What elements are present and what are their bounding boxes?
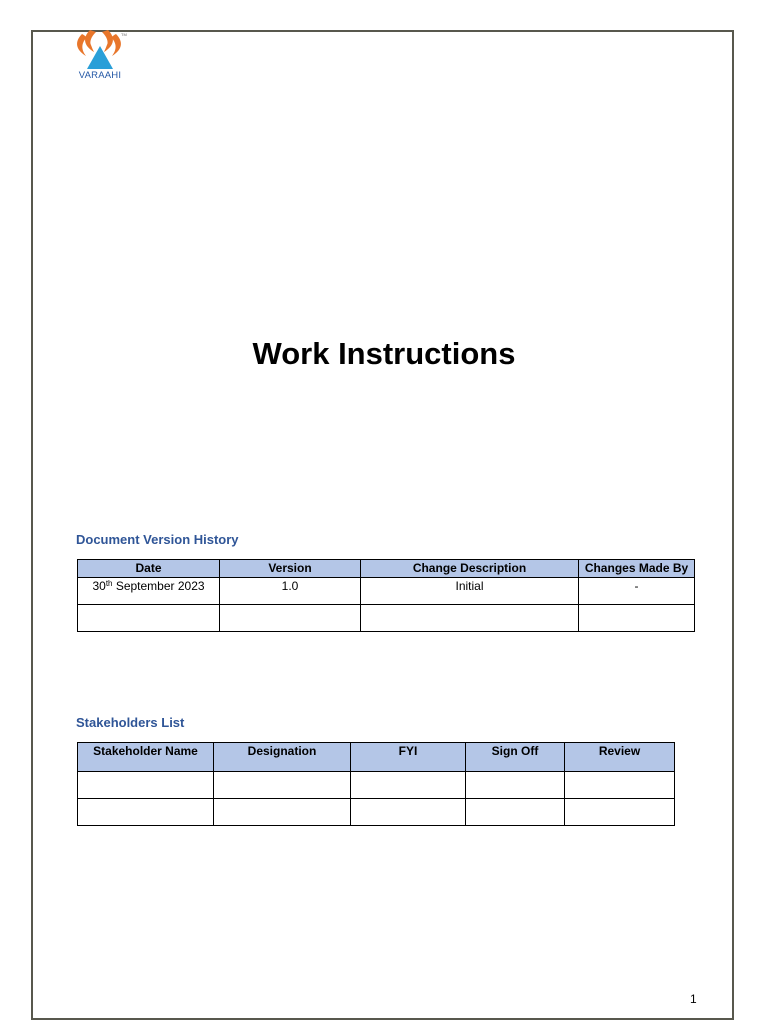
changes-made-by-cell: -: [579, 578, 695, 605]
table-row: [78, 799, 675, 826]
stakeholders-heading: Stakeholders List: [76, 715, 185, 730]
page-border: [31, 30, 734, 1020]
fyi-cell: [351, 799, 466, 826]
changes-made-by-cell: [579, 605, 695, 632]
column-header-stakeholder-name: Stakeholder Name: [78, 743, 214, 772]
version-cell: [220, 605, 361, 632]
fyi-cell: [351, 772, 466, 799]
logo-mark-icon: [68, 28, 132, 72]
stakeholders-table: [77, 742, 675, 826]
stakeholder-name-cell: [78, 799, 214, 826]
stakeholder-name-cell: [78, 772, 214, 799]
change-description-cell: Initial: [361, 578, 579, 605]
review-cell: [565, 772, 675, 799]
column-header-sign-off: Sign Off: [466, 743, 565, 772]
column-header-changes-made-by: Changes Made By: [579, 560, 695, 578]
page-number: 1: [690, 992, 697, 1006]
table-header-row: [78, 560, 695, 578]
column-header-change-description: Change Description: [361, 560, 579, 578]
column-header-version: Version: [220, 560, 361, 578]
version-cell: 1.0: [220, 578, 361, 605]
version-history-heading: Document Version History: [76, 532, 239, 547]
table-row: [78, 578, 695, 605]
sign-off-cell: [466, 799, 565, 826]
table-row: [78, 605, 695, 632]
designation-cell: [214, 772, 351, 799]
svg-text:TM: TM: [121, 32, 127, 37]
version-history-table: [77, 559, 695, 632]
document-title: Work Instructions: [252, 336, 516, 371]
designation-cell: [214, 799, 351, 826]
change-description-cell: [361, 605, 579, 632]
column-header-fyi: FYI: [351, 743, 466, 772]
table-row: [78, 772, 675, 799]
column-header-designation: Designation: [214, 743, 351, 772]
date-cell: 30th September 2023: [78, 578, 220, 605]
column-header-review: Review: [565, 743, 675, 772]
column-header-date: Date: [78, 560, 220, 578]
sign-off-cell: [466, 772, 565, 799]
table-header-row: [78, 743, 675, 772]
logo-text: VARAAHI: [78, 70, 122, 81]
varaahi-logo: [68, 28, 132, 80]
review-cell: [565, 799, 675, 826]
date-cell: [78, 605, 220, 632]
